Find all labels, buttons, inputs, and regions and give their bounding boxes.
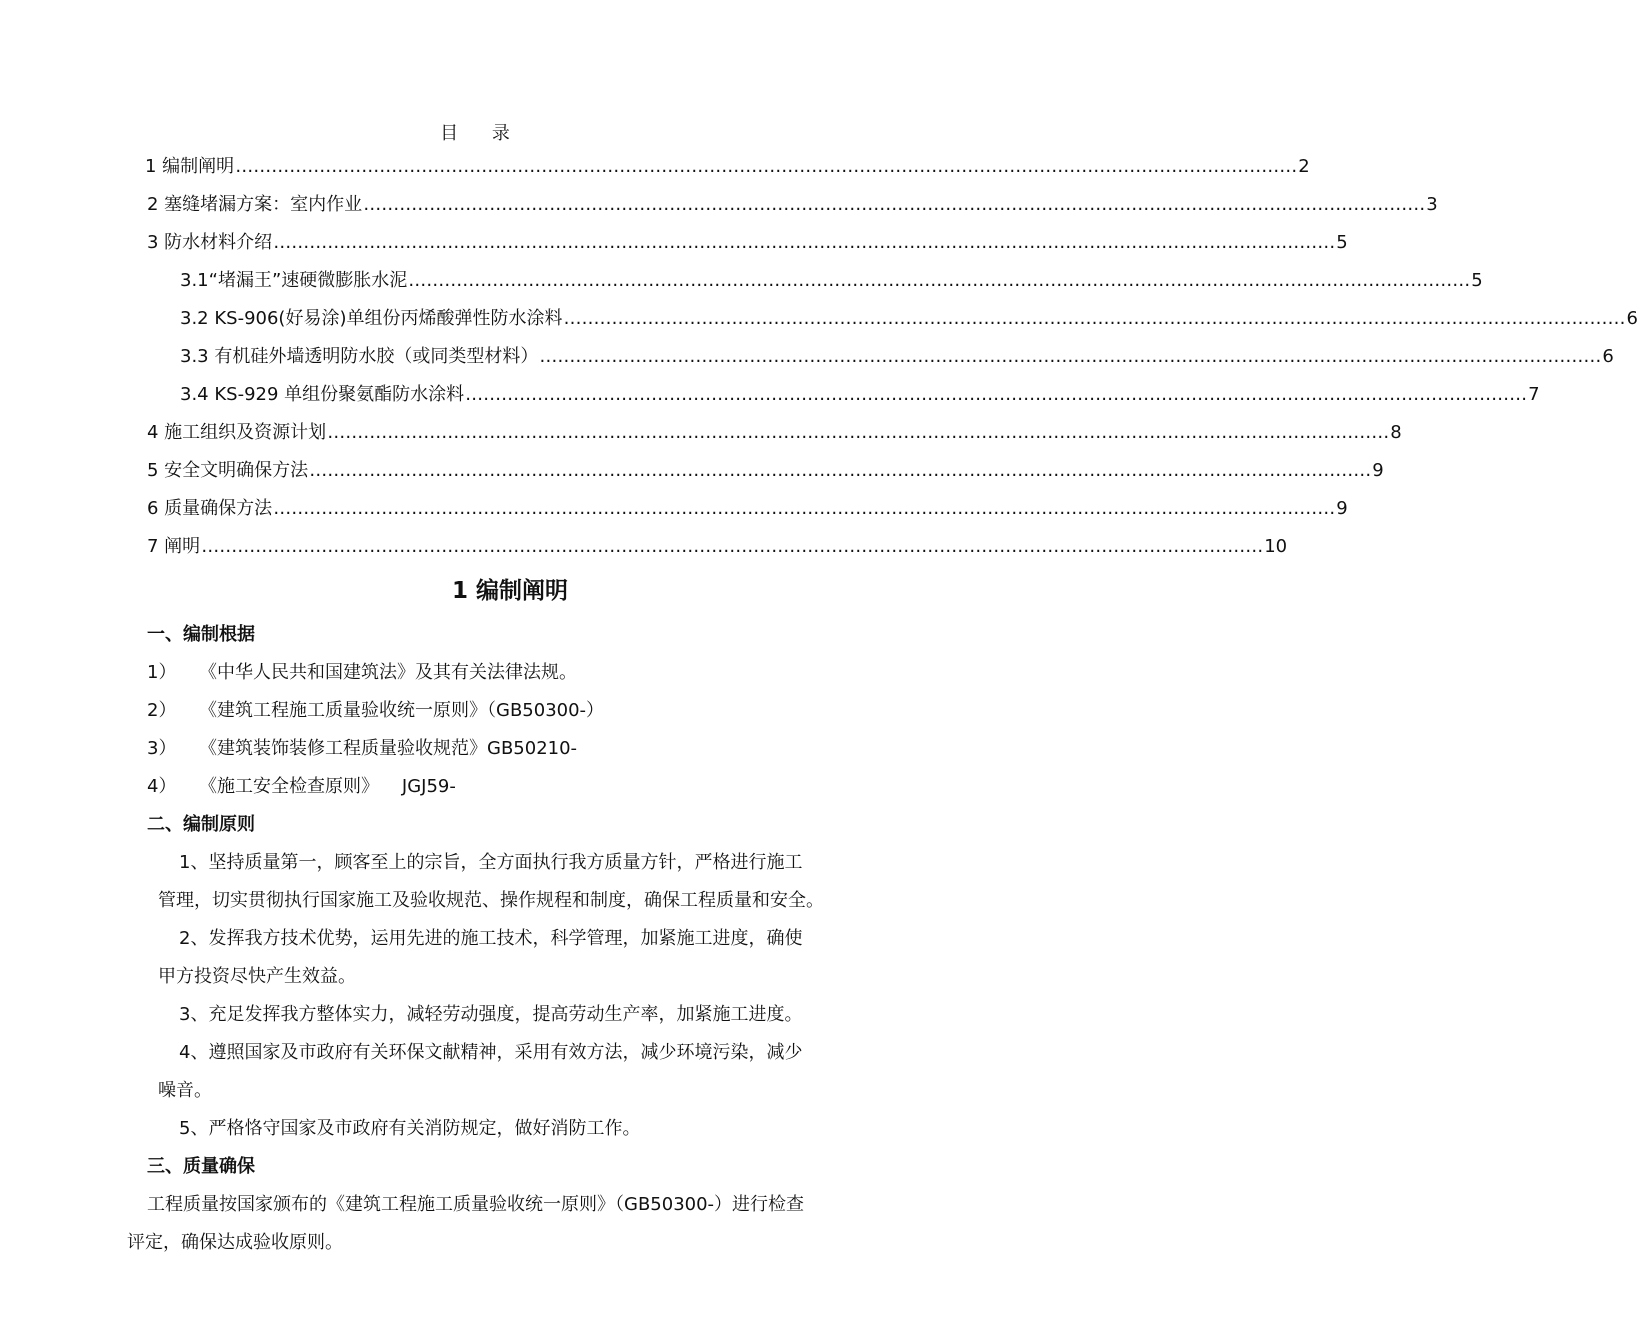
paragraph-line: 2、发挥我方技术优势，运用先进的施工技术，科学管理，加紧施工进度，确使 — [179, 928, 803, 949]
toc-entry[interactable] — [180, 306, 1638, 332]
section-heading: 一、编制根据 — [147, 624, 255, 645]
reference-number: 3） — [147, 738, 177, 759]
toc-entry[interactable] — [147, 230, 1348, 256]
reference-text: 《建筑装饰装修工程质量验收规范》GB50210- — [199, 738, 578, 759]
toc-entry-label: 2 塞缝堵漏方案：室内作业 — [147, 194, 363, 215]
toc-entry[interactable] — [147, 534, 1288, 560]
toc-entry-label: 3.4 KS-929 单组份聚氨酯防水涂料 — [180, 384, 465, 405]
toc-leader: …………………………………………………………………………………………………………………………………………………………… — [563, 308, 1626, 329]
toc-entry-page: 7 — [1528, 384, 1540, 405]
paragraph-line: 甲方投资尽快产生效益。 — [158, 966, 356, 987]
toc-leader: …………………………………………………………………………………………………………………………………………………………… — [465, 384, 1528, 405]
reference-number: 2） — [147, 700, 177, 721]
toc-leader: …………………………………………………………………………………………………………………………………………………………… — [539, 346, 1602, 367]
reference-number: 4） — [147, 776, 177, 797]
paragraph-line: 1、坚持质量第一，顾客至上的宗旨，全方面执行我方质量方针，严格进行施工 — [179, 852, 803, 873]
toc-entry[interactable] — [147, 192, 1438, 218]
toc-leader: …………………………………………………………………………………………………………………………………………………………… — [363, 194, 1426, 215]
paragraph-line: 工程质量按国家颁布的《建筑工程施工质量验收统一原则》（GB50300-）进行检查 — [147, 1194, 805, 1215]
toc-entry-label: 3.1“堵漏王”速硬微膨胀水泥 — [180, 270, 408, 291]
reference-text: 《中华人民共和国建筑法》及其有关法律法规。 — [199, 662, 577, 683]
reference-item — [147, 774, 456, 800]
reference-item — [147, 698, 604, 724]
toc-entry-page: 6 — [1626, 308, 1638, 329]
reference-text: 《施工安全检查原则》 JGJ59- — [199, 776, 456, 797]
toc-leader: …………………………………………………………………………………………………………………………………………………………… — [235, 156, 1298, 177]
toc-entry-page: 5 — [1471, 270, 1483, 291]
toc-entry-page: 5 — [1336, 232, 1348, 253]
toc-entry-label: 1 编制阐明 — [145, 156, 235, 177]
toc-entry-page: 9 — [1372, 460, 1384, 481]
toc-entry-label: 4 施工组织及资源计划 — [147, 422, 327, 443]
toc-entry-page: 9 — [1336, 498, 1348, 519]
toc-leader: …………………………………………………………………………………………………………………………………………………………… — [327, 422, 1390, 443]
toc-entry[interactable] — [147, 496, 1348, 522]
paragraph-line: 评定，确保达成验收原则。 — [127, 1232, 343, 1253]
toc-entry[interactable] — [180, 268, 1483, 294]
toc-entry-label: 3 防水材料介绍 — [147, 232, 273, 253]
toc-leader: …………………………………………………………………………………………………………………………………………………………… — [273, 498, 1336, 519]
toc-title: 目 录 — [440, 123, 524, 144]
toc-entry-label: 3.2 KS-906(好易涂)单组份丙烯酸弹性防水涂料 — [180, 308, 563, 329]
paragraph-line: 4、遵照国家及市政府有关环保文献精神，采用有效方法，减少环境污染，减少 — [179, 1042, 803, 1063]
reference-item — [147, 736, 577, 762]
toc-entry-page: 3 — [1426, 194, 1438, 215]
toc-entry-label: 6 质量确保方法 — [147, 498, 273, 519]
paragraph-line: 管理，切实贯彻执行国家施工及验收规范、操作规程和制度，确保工程质量和安全。 — [158, 890, 824, 911]
toc-leader: …………………………………………………………………………………………………………………………………………………………… — [201, 536, 1264, 557]
toc-entry-page: 6 — [1602, 346, 1614, 367]
toc-entry[interactable] — [147, 458, 1384, 484]
toc-entry[interactable] — [147, 420, 1402, 446]
chapter-title: 1 编制阐明 — [451, 578, 568, 604]
paragraph-line: 3、充足发挥我方整体实力，减轻劳动强度，提高劳动生产率，加紧施工进度。 — [179, 1004, 803, 1025]
toc-leader: …………………………………………………………………………………………………………………………………………………………… — [273, 232, 1336, 253]
toc-entry-label: 5 安全文明确保方法 — [147, 460, 309, 481]
toc-entry-label: 3.3 有机硅外墙透明防水胶（或同类型材料） — [180, 346, 539, 367]
paragraph-line: 5、严格恪守国家及市政府有关消防规定，做好消防工作。 — [179, 1118, 641, 1139]
toc-entry-page: 10 — [1264, 536, 1288, 557]
toc-entry[interactable] — [180, 344, 1614, 370]
toc-entry-page: 2 — [1298, 156, 1310, 177]
toc-entry-page: 8 — [1390, 422, 1402, 443]
reference-number: 1） — [147, 662, 177, 683]
toc-leader: …………………………………………………………………………………………………………………………………………………………… — [309, 460, 1372, 481]
section-heading: 三、质量确保 — [147, 1156, 255, 1177]
section-heading: 二、编制原则 — [147, 814, 255, 835]
toc-entry[interactable] — [180, 382, 1540, 408]
reference-item — [147, 660, 577, 686]
toc-entry-label: 7 阐明 — [147, 536, 201, 557]
paragraph-line: 噪音。 — [158, 1080, 212, 1101]
toc-entry[interactable] — [145, 154, 1310, 180]
toc-leader: …………………………………………………………………………………………………………………………………………………………… — [408, 270, 1471, 291]
reference-text: 《建筑工程施工质量验收统一原则》（GB50300-） — [199, 700, 605, 721]
